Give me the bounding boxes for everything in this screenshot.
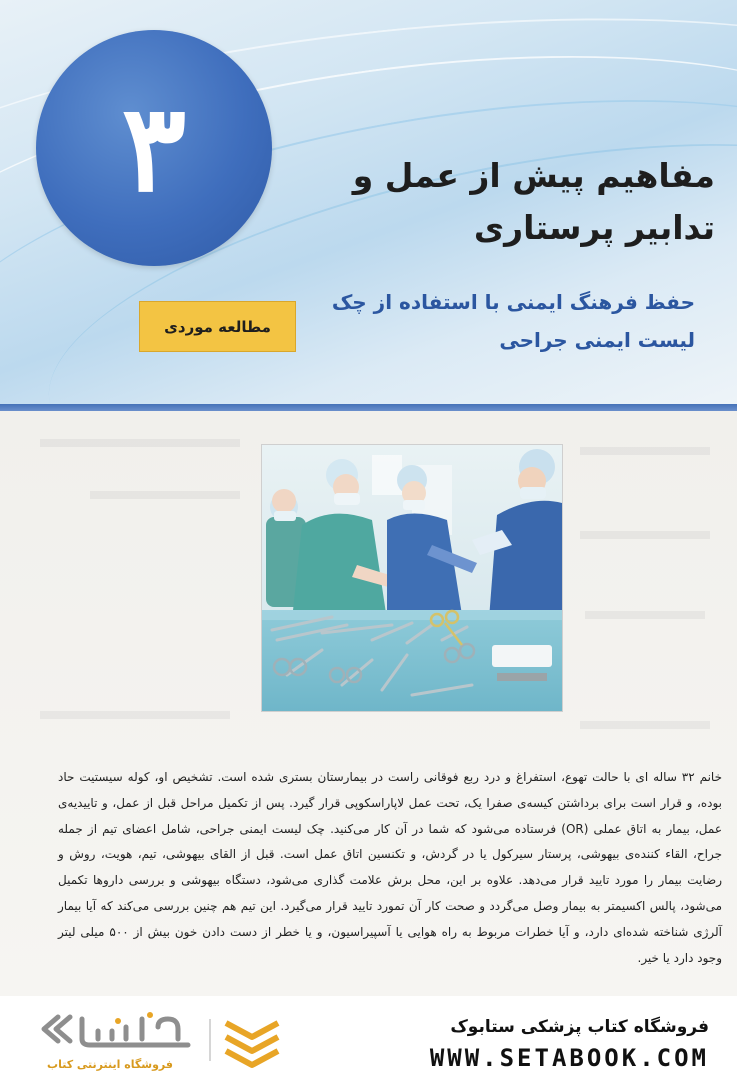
bleed-through-text (580, 721, 710, 729)
store-url[interactable]: WWW.SETABOOK.COM (429, 1044, 709, 1072)
bleed-through-text (40, 439, 240, 447)
case-study-paragraph: خانم ۳۲ ساله ای با حالت تهوع، استفراغ و درد ربع فوقانی راست در بیمارستان بستری شده است. تشخیص او، کوله سیستیت حاد بوده، و قرار است برای برداشتن کیسه‌ی صفرا یک، تحت عمل لاپاراسکوپی قرار گیرد. پس از تکمیل مراحل قبل از عمل، و تاییدیه‌ی عمل، بیمار به اتاق عملی (OR) فرستاده می‌شود که شما در آن کار می‌کنید. چک لیست ایمنی جراحی، شامل اعضای تیم از جمله جراح، القاء کننده‌ی بیهوشی، پرستار سیرکول یا در گردش، و تکنسین اتاق عمل است. قبل از القای بیهوشی، تیم، هویت، روش و رضایت بیمار را مورد تایید قرار می‌دهد. علاوه بر این، محل برش علامت گذاری می‌شود، دستگاه بیهوشی و بررسی داروها تکمیل می‌شود، پالس اکسیمتر به بیمار وصل می‌گردد و صحت کار آن تمورد تایید قرار می‌گیرد. این تیم هم چنین بررسی می‌کند که آیا بیمار آلرژی شناخته شده‌ای دارد، و آیا خطرات مربوط به راه هوایی یا آسپیراسیون، و یا خطر از دست دادن خون بیش از ۵۰۰ میلی لیتر وجود دارد یا خیر. (58, 770, 722, 965)
chapter-title: مفاهیم پیش از عمل و تدابیر پرستاری (352, 156, 715, 247)
section-divider (0, 404, 737, 411)
bleed-through-text (580, 447, 710, 455)
chapter-number: ۳ (121, 77, 187, 219)
surgery-photo (262, 445, 562, 711)
bleed-through-text (580, 531, 710, 539)
case-study-badge: مطالعه موردی (139, 301, 296, 352)
bleed-through-text (40, 711, 230, 719)
chapter-subtitle: حفظ فرهنگ ایمنی با استفاده از چک لیست ایمنی جراحی (331, 290, 695, 352)
surgery-photo-illustration (262, 445, 562, 711)
logo-subtitle: فروشگاه اینترنتی کتاب (47, 1058, 173, 1071)
bleed-through-text (585, 611, 705, 619)
store-name: فروشگاه کتاب پزشکی ستابوک (450, 1017, 709, 1037)
bleed-through-text (90, 491, 240, 499)
